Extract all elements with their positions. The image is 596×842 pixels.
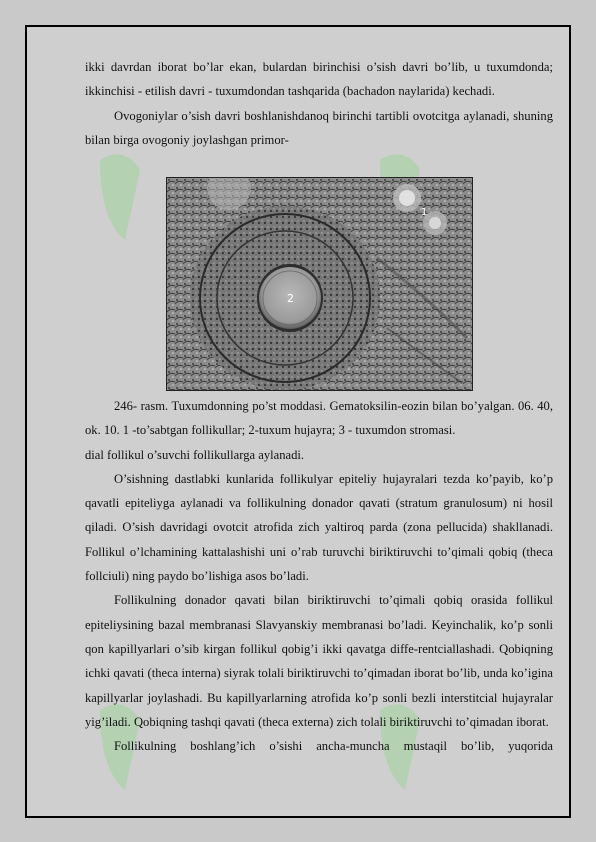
ovary-micrograph <box>167 178 472 390</box>
paragraph-growth: O’sishning dastlabki kunlarida follikulyar epiteliy hujayralari tezda ko’payib, ko’p qavatli epiteliyga aylanadi va follikulning donador qavati (stratum granulosum) ni hosil qiladi. O’sish davridagi ovotcit atrofida zich yaltiroq parda (zona pellucida) shakllanadi. Follikul o’lchamining kattalashishi uni o’rab turuvchi biriktiruvchi to’qimali qobiq (theca follciuli) ning paydo bo’lishiga asos bo’ladi. <box>85 471 553 584</box>
figure-label-2: 2 <box>287 292 294 305</box>
paragraph-final: Follikulning boshlang’ich o’sishi ancha-muncha mustaqil bo’lib, yuqorida <box>114 739 553 754</box>
text-block-bottom <box>85 394 553 758</box>
histology-figure <box>166 177 473 391</box>
paragraph-continuation: ikki davrdan iborat bo’lar ekan, bulardan birinchisi o’sish davri bo’lib, u tuxumdonda; ikkinchisi - etilish davri - tuxumdondan tashqarida (bachadon naylarida) kechadi. <box>85 60 553 99</box>
figure-label-1: 1 <box>421 207 428 218</box>
figure-caption: 246- rasm. Tuxumdonning po’st moddasi. Gematoksilin-eozin bilan bo’yalgan. 06. 40, ok. 10. 1 -to’sabtgan follikullar; 2-tuxum hujayra; 3 - tuxumdon stromasi. <box>85 399 553 438</box>
paragraph-ovogoniy: Ovogoniylar o’sish davri boshlanishdanoq birinchi tartibli ovotcitga aylanadi, shuning bilan birga ovogoniy joylashgan primor- <box>85 108 553 147</box>
text-block-top <box>85 55 553 152</box>
paragraph-dial: dial follikul o’suvchi follikullarga aylanadi. <box>85 447 305 462</box>
watermark-logo-left-top <box>80 140 170 250</box>
paragraph-theca: Follikulning donador qavati bilan biriktiruvchi to’qimali qobiq orasida follikul epiteliysining bazal membranasi Slavyanskiy membranasi bo’ladi. Keyinchalik, ko’p sonli qon kapillyarlari o’sib kirgan follikul qobig’i ikki qavatga diffe-rentciallashadi. Qobiqning ichki qavati (theca interna) siyrak tolali biriktiruvchi to’qimadan iborat bo’lib, unda ko’igina kapillyarlar joylashadi. Bu kapillyarlarning atrofida ko’p sonli bezli interstitcial hujayralar yig’iladi. Qobiqning tashqi qavati (theca externa) zich tolali biriktiruvchi to’qimadan iborat. <box>85 593 553 729</box>
